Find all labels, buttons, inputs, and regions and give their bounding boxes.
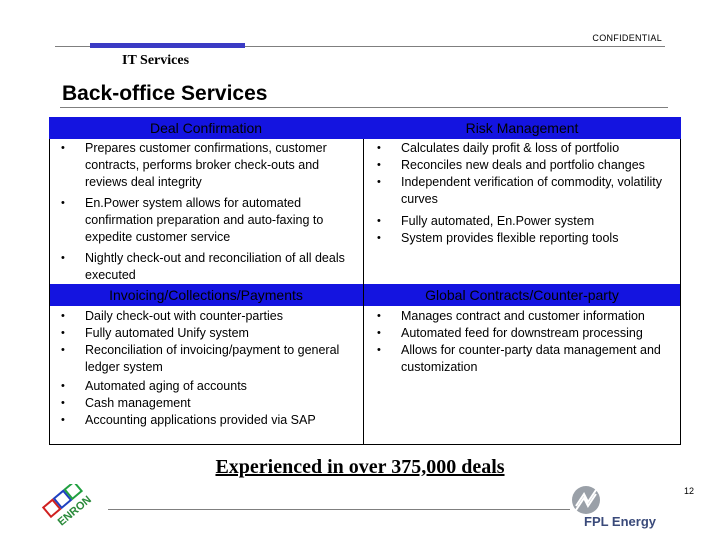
- list-item: • Nightly check-out and reconciliation of all deals executed: [61, 250, 357, 284]
- accent-bar: [90, 43, 245, 48]
- tagline: Experienced in over 375,000 deals: [215, 456, 505, 478]
- left-border: [49, 139, 50, 445]
- list-item: • Fully automated, En.Power system: [377, 213, 677, 230]
- invoicing-list: [61, 308, 357, 429]
- list-item: • En.Power system allows for automated confirmation preparation and auto-faxing to expedite customer service: [61, 195, 357, 246]
- bottom-rule: [108, 509, 570, 510]
- deal-confirmation-list: [61, 140, 357, 288]
- list-item: • Accounting applications provided via SAP: [61, 412, 357, 429]
- list-item: • Calculates daily profit & loss of portfolio: [377, 140, 677, 157]
- fpl-energy-logo: [570, 480, 688, 530]
- confidential-label: CONFIDENTIAL: [592, 33, 662, 43]
- list-item: • Independent verification of commodity, volatility curves: [377, 174, 677, 208]
- list-item: • Prepares customer confirmations, customer contracts, performs broker check-outs and reviews deal integrity: [61, 140, 357, 191]
- list-item: • Reconciliation of invoicing/payment to general ledger system: [61, 342, 357, 376]
- page-number: 12: [683, 486, 694, 496]
- page-title: Back-office Services: [62, 82, 268, 105]
- list-item: • Cash management: [61, 395, 357, 412]
- list-item: • Automated aging of accounts: [61, 378, 357, 395]
- svg-text:ENRON: ENRON: [55, 493, 94, 529]
- list-item: • Daily check-out with counter-parties: [61, 308, 357, 325]
- list-item: • Allows for counter-party data management and customization: [377, 342, 677, 376]
- list-item: • Fully automated Unify system: [61, 325, 357, 342]
- invoicing-header: Invoicing/Collections/Payments: [49, 284, 363, 306]
- deal-confirmation-header: Deal Confirmation: [49, 117, 363, 139]
- title-rule: [60, 107, 668, 108]
- enron-logo: [38, 484, 98, 534]
- risk-management-header: Risk Management: [363, 117, 681, 139]
- global-contracts-header: Global Contracts/Counter-party: [363, 284, 681, 306]
- risk-management-list: [377, 140, 677, 247]
- list-item: • Manages contract and customer information: [377, 308, 677, 325]
- section-title: IT Services: [122, 53, 190, 68]
- right-border: [680, 139, 681, 445]
- list-item: • Reconciles new deals and portfolio changes: [377, 157, 677, 174]
- bottom-border: [49, 444, 681, 445]
- list-item: • Automated feed for downstream processing: [377, 325, 677, 342]
- svg-text:FPL Energy: FPL Energy: [584, 514, 657, 529]
- center-divider: [363, 139, 364, 445]
- global-contracts-list: [377, 308, 677, 376]
- list-item: • System provides flexible reporting tools: [377, 230, 677, 247]
